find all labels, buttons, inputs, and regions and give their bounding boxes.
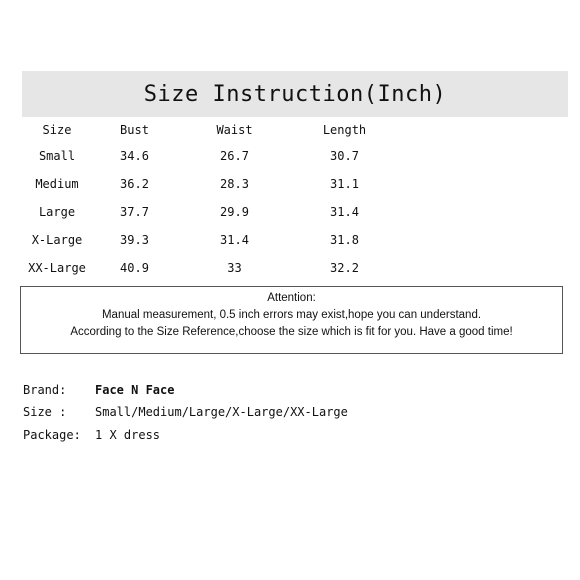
cell-bust: 36.2 [120, 177, 149, 191]
brand-row [23, 383, 174, 397]
cell-waist: 26.7 [220, 149, 249, 163]
header-bust: Bust [120, 123, 149, 137]
package-value: 1 X dress [95, 428, 161, 442]
cell-bust: 34.6 [120, 149, 149, 163]
attention-line-2: According to the Size Reference,choose the size which is fit for you. Have a good time! [70, 326, 513, 338]
table-row [22, 226, 397, 254]
header-size: Size [42, 123, 72, 137]
cell-bust: 40.9 [120, 261, 149, 275]
size-value: Small/Medium/Large/X-Large/XX-Large [95, 405, 348, 419]
brand-label: Brand: [23, 383, 67, 397]
cell-length: 31.8 [330, 233, 359, 247]
cell-length: 30.7 [330, 149, 359, 163]
header-length: Length [322, 123, 367, 137]
cell-bust: 39.3 [120, 233, 149, 247]
attention-heading: Attention: [267, 292, 316, 304]
table-row [22, 254, 397, 282]
brand-value: Face N Face [95, 383, 175, 397]
size-row [23, 405, 348, 419]
cell-length: 32.2 [330, 261, 359, 275]
cell-size: Medium [35, 177, 79, 191]
package-row [23, 428, 160, 442]
page-title: Size Instruction(Inch) [143, 81, 447, 107]
cell-length: 31.4 [330, 205, 359, 219]
attention-box [20, 286, 563, 354]
size-table [22, 118, 397, 282]
cell-length: 31.1 [330, 177, 359, 191]
cell-size: Large [38, 205, 76, 219]
attention-line-1: Manual measurement, 0.5 inch errors may exist,hope you can understand. [101, 309, 482, 321]
header-waist: Waist [216, 123, 253, 137]
package-label: Package: [23, 428, 81, 442]
cell-waist: 29.9 [220, 205, 249, 219]
cell-waist: 31.4 [220, 233, 249, 247]
table-row [22, 142, 397, 170]
table-row [22, 170, 397, 198]
size-label: Size : [23, 405, 67, 419]
cell-waist: 33 [227, 261, 242, 275]
cell-size: X-Large [31, 233, 83, 247]
cell-waist: 28.3 [220, 177, 249, 191]
table-header-row [22, 118, 397, 142]
cell-bust: 37.7 [120, 205, 149, 219]
cell-size: Small [38, 149, 76, 163]
cell-size: XX-Large [28, 261, 86, 275]
table-row [22, 198, 397, 226]
title-bar [22, 71, 568, 117]
